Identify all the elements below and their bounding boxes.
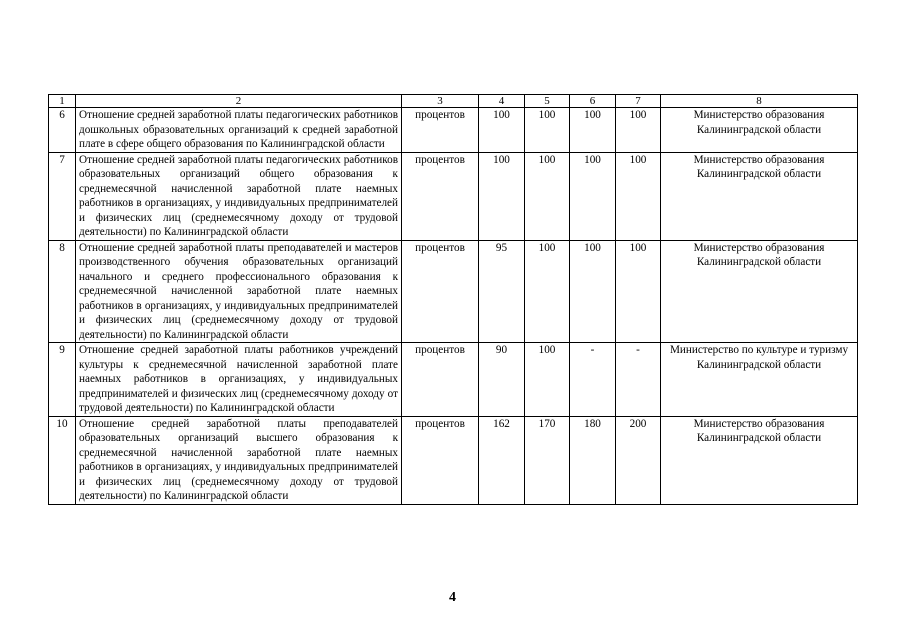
value-cell: 100: [525, 108, 570, 153]
responsible-organization: Министерство по культуре и туризму Калининградской области: [661, 343, 858, 417]
value-cell: 95: [479, 240, 525, 343]
column-header: 8: [661, 95, 858, 108]
value-cell: 90: [479, 343, 525, 417]
value-cell: 100: [616, 108, 661, 153]
column-header: 5: [525, 95, 570, 108]
value-cell: 170: [525, 416, 570, 504]
unit-cell: процентов: [402, 152, 479, 240]
responsible-organization: Министерство образования Калининградской области: [661, 152, 858, 240]
row-number: 7: [49, 152, 76, 240]
indicator-description: Отношение средней заработной платы преподавателей и мастеров производственного обучения образовательных организаций начального и среднего профессионального образования к среднемесячной начисленной заработной плате наемных работников в организациях, у индивидуальных предпринимателей и физических лиц (среднемесячному доходу от трудовой деятельности) по Калининградской области: [76, 240, 402, 343]
row-number: 9: [49, 343, 76, 417]
row-number: 8: [49, 240, 76, 343]
value-cell: 100: [570, 152, 616, 240]
table-row: [49, 240, 858, 343]
unit-cell: процентов: [402, 343, 479, 417]
value-cell: 100: [616, 240, 661, 343]
column-header: 2: [76, 95, 402, 108]
value-cell: 100: [525, 343, 570, 417]
responsible-organization: Министерство образования Калининградской области: [661, 416, 858, 504]
responsible-organization: Министерство образования Калининградской области: [661, 108, 858, 153]
column-header: 6: [570, 95, 616, 108]
value-cell: 100: [570, 240, 616, 343]
unit-cell: процентов: [402, 108, 479, 153]
value-cell: 100: [525, 240, 570, 343]
value-cell: -: [570, 343, 616, 417]
value-cell: 100: [570, 108, 616, 153]
table-row: [49, 416, 858, 504]
value-cell: 180: [570, 416, 616, 504]
indicator-description: Отношение средней заработной платы работников учреждений культуры к среднемесячной начисленной заработной плате наемных работников в организациях, у индивидуальных предпринимателей и физических лиц (среднемесячному доходу от трудовой деятельности) по Калининградской области: [76, 343, 402, 417]
page-number: 4: [449, 590, 456, 605]
column-header: 7: [616, 95, 661, 108]
value-cell: 100: [479, 152, 525, 240]
value-cell: 100: [525, 152, 570, 240]
row-number: 6: [49, 108, 76, 153]
responsible-organization: Министерство образования Калининградской области: [661, 240, 858, 343]
column-header: 4: [479, 95, 525, 108]
value-cell: 200: [616, 416, 661, 504]
indicator-description: Отношение средней заработной платы педагогических работников дошкольных образовательных организаций к средней заработной плате в сфере общего образования по Калининградской области: [76, 108, 402, 153]
table-row: [49, 152, 858, 240]
header-row: [49, 95, 858, 108]
column-header: 1: [49, 95, 76, 108]
row-number: 10: [49, 416, 76, 504]
table-row: [49, 108, 858, 153]
value-cell: 100: [479, 108, 525, 153]
column-header: 3: [402, 95, 479, 108]
indicator-description: Отношение средней заработной платы преподавателей образовательных организаций высшего образования к среднемесячной начисленной заработной плате наемных работников в организациях, у индивидуальных предпринимателей и физических лиц (среднемесячному доходу от трудовой деятельности) по Калининградской области: [76, 416, 402, 504]
indicators-table: [48, 94, 858, 505]
value-cell: -: [616, 343, 661, 417]
indicator-description: Отношение средней заработной платы педагогических работников образовательных организаций общего образования к среднемесячной начисленной заработной плате наемных работников в организациях, у индивидуальных предпринимателей и физических лиц (среднемесячному доходу от трудовой деятельности) по Калининградской области: [76, 152, 402, 240]
value-cell: 100: [616, 152, 661, 240]
unit-cell: процентов: [402, 240, 479, 343]
table-row: [49, 343, 858, 417]
unit-cell: процентов: [402, 416, 479, 504]
value-cell: 162: [479, 416, 525, 504]
